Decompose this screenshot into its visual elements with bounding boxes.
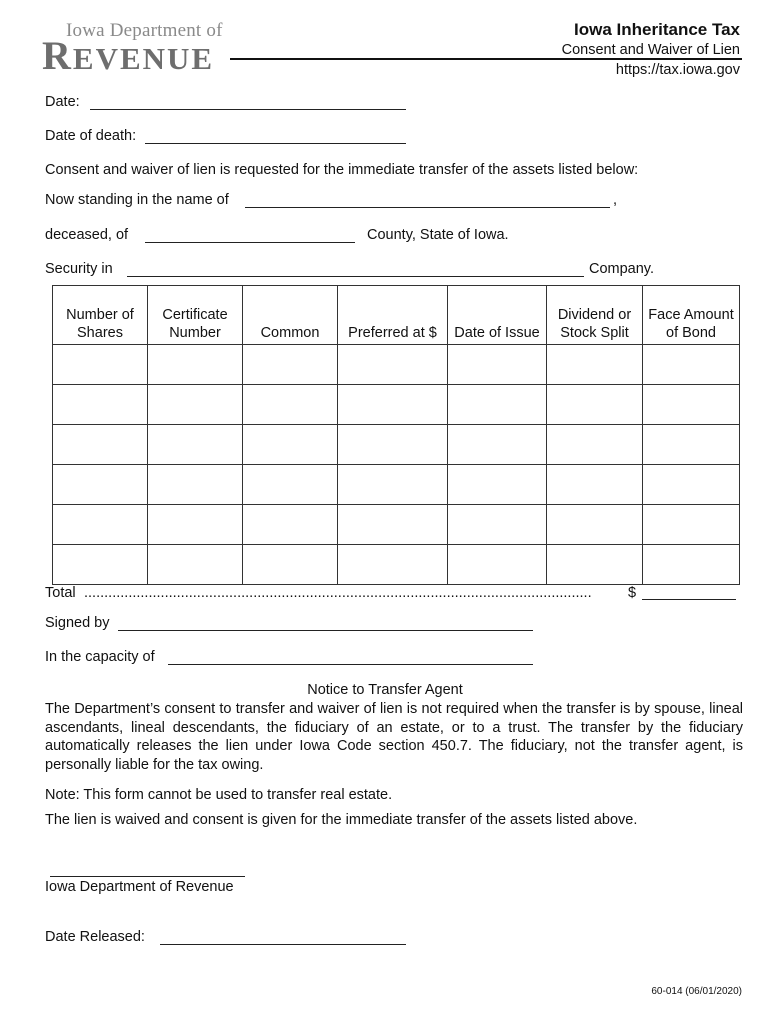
table-cell[interactable] bbox=[243, 425, 338, 465]
table-cell[interactable] bbox=[148, 465, 243, 505]
capacity-field[interactable] bbox=[168, 663, 533, 665]
table-cell[interactable] bbox=[338, 505, 448, 545]
table-cell[interactable] bbox=[338, 545, 448, 585]
form-url[interactable]: https://tax.iowa.gov bbox=[615, 62, 740, 78]
standing-comma: , bbox=[613, 192, 618, 208]
table-cell[interactable] bbox=[338, 385, 448, 425]
logo-revenue-initial: R bbox=[42, 33, 73, 78]
logo-dept-text: Iowa Department of bbox=[66, 20, 223, 41]
table-cell[interactable] bbox=[243, 505, 338, 545]
table-cell[interactable] bbox=[448, 545, 547, 585]
table-cell[interactable] bbox=[643, 505, 740, 545]
table-cell[interactable] bbox=[148, 345, 243, 385]
table-cell[interactable] bbox=[547, 505, 643, 545]
county-label: County, State of Iowa. bbox=[367, 227, 509, 243]
col-header-shares: Number of Shares bbox=[53, 286, 148, 345]
table-row bbox=[53, 505, 740, 545]
table-cell[interactable] bbox=[243, 345, 338, 385]
col-header-certificate: Certificate Number bbox=[148, 286, 243, 345]
table-cell[interactable] bbox=[643, 425, 740, 465]
table-cell[interactable] bbox=[448, 425, 547, 465]
form-subtitle: Consent and Waiver of Lien bbox=[561, 42, 740, 58]
table-row bbox=[53, 345, 740, 385]
table-cell[interactable] bbox=[448, 505, 547, 545]
col-header-dividend: Dividend or Stock Split bbox=[547, 286, 643, 345]
table-cell[interactable] bbox=[338, 425, 448, 465]
waiver-text: The lien is waived and consent is given for the immediate transfer of the assets listed above. bbox=[45, 812, 638, 828]
standing-name-field[interactable] bbox=[245, 206, 610, 208]
table-cell[interactable] bbox=[643, 465, 740, 505]
date-field[interactable] bbox=[90, 108, 406, 110]
table-cell[interactable] bbox=[243, 465, 338, 505]
form-title: Iowa Inheritance Tax bbox=[574, 20, 740, 39]
logo-revenue-rest: EVENUE bbox=[72, 41, 215, 76]
total-label: Total bbox=[45, 585, 76, 601]
table-cell[interactable] bbox=[53, 425, 148, 465]
table-cell[interactable] bbox=[53, 545, 148, 585]
table-cell[interactable] bbox=[448, 385, 547, 425]
signed-by-field[interactable] bbox=[118, 629, 533, 631]
table-cell[interactable] bbox=[148, 505, 243, 545]
assets-table bbox=[52, 285, 740, 585]
standing-label: Now standing in the name of bbox=[45, 192, 229, 208]
date-released-field[interactable] bbox=[160, 943, 406, 945]
table-cell[interactable] bbox=[547, 425, 643, 465]
total-dollar-sign: $ bbox=[628, 585, 637, 601]
col-header-common: Common bbox=[243, 286, 338, 345]
table-cell[interactable] bbox=[547, 385, 643, 425]
table-cell[interactable] bbox=[448, 465, 547, 505]
table-row bbox=[53, 385, 740, 425]
table-cell[interactable] bbox=[53, 345, 148, 385]
table-cell[interactable] bbox=[53, 505, 148, 545]
request-text: Consent and waiver of lien is requested for the immediate transfer of the assets listed below: bbox=[45, 162, 639, 178]
table-body bbox=[53, 345, 740, 585]
table-cell[interactable] bbox=[547, 345, 643, 385]
total-dots: .............................................................................................................................. bbox=[84, 585, 592, 601]
logo-revenue-text bbox=[42, 32, 214, 79]
header-rule bbox=[230, 58, 742, 60]
table-cell[interactable] bbox=[53, 465, 148, 505]
company-field[interactable] bbox=[127, 275, 584, 277]
total-amount-field[interactable] bbox=[642, 598, 736, 600]
table-cell[interactable] bbox=[148, 425, 243, 465]
table-header-row bbox=[53, 286, 740, 345]
table-cell[interactable] bbox=[243, 545, 338, 585]
note-text: Note: This form cannot be used to transfer real estate. bbox=[45, 787, 393, 803]
table-cell[interactable] bbox=[643, 385, 740, 425]
table-cell[interactable] bbox=[148, 385, 243, 425]
table-cell[interactable] bbox=[643, 345, 740, 385]
col-header-face-amount: Face Amount of Bond bbox=[643, 286, 740, 345]
table-cell[interactable] bbox=[53, 385, 148, 425]
deceased-label: deceased, of bbox=[45, 227, 129, 243]
notice-body: The Department’s consent to transfer and waiver of lien is not required when the transfer is by spouse, lineal ascendants, lineal descendants, the fiduciary of an estate, or to a trust. The transfer by the fiduciary automatically releases the lien under Iowa Code section 450.7. The fiduciary, not the transfer agent, is personally liable for the tax owing. bbox=[45, 701, 743, 773]
table-cell[interactable] bbox=[448, 345, 547, 385]
release-signature-label: Iowa Department of Revenue bbox=[45, 879, 234, 895]
signed-by-label: Signed by bbox=[45, 615, 110, 631]
table-row bbox=[53, 545, 740, 585]
col-header-preferred: Preferred at $ bbox=[338, 286, 448, 345]
form-number: 60-014 (06/01/2020) bbox=[651, 986, 742, 997]
table-cell[interactable] bbox=[148, 545, 243, 585]
col-header-date-issue: Date of Issue bbox=[448, 286, 547, 345]
table-row bbox=[53, 465, 740, 505]
table-cell[interactable] bbox=[547, 545, 643, 585]
security-label: Security in bbox=[45, 261, 113, 277]
capacity-label: In the capacity of bbox=[45, 649, 155, 665]
table-row bbox=[53, 425, 740, 465]
release-signature-field[interactable] bbox=[50, 875, 245, 877]
date-of-death-field[interactable] bbox=[145, 142, 406, 144]
table-cell[interactable] bbox=[243, 385, 338, 425]
table-cell[interactable] bbox=[338, 465, 448, 505]
table-cell[interactable] bbox=[547, 465, 643, 505]
county-field[interactable] bbox=[145, 241, 355, 243]
table-cell[interactable] bbox=[643, 545, 740, 585]
date-released-label: Date Released: bbox=[45, 929, 145, 945]
table-cell[interactable] bbox=[338, 345, 448, 385]
date-of-death-label: Date of death: bbox=[45, 128, 137, 144]
date-label: Date: bbox=[45, 94, 80, 110]
notice-heading: Notice to Transfer Agent bbox=[307, 682, 463, 698]
company-label: Company. bbox=[589, 261, 655, 277]
